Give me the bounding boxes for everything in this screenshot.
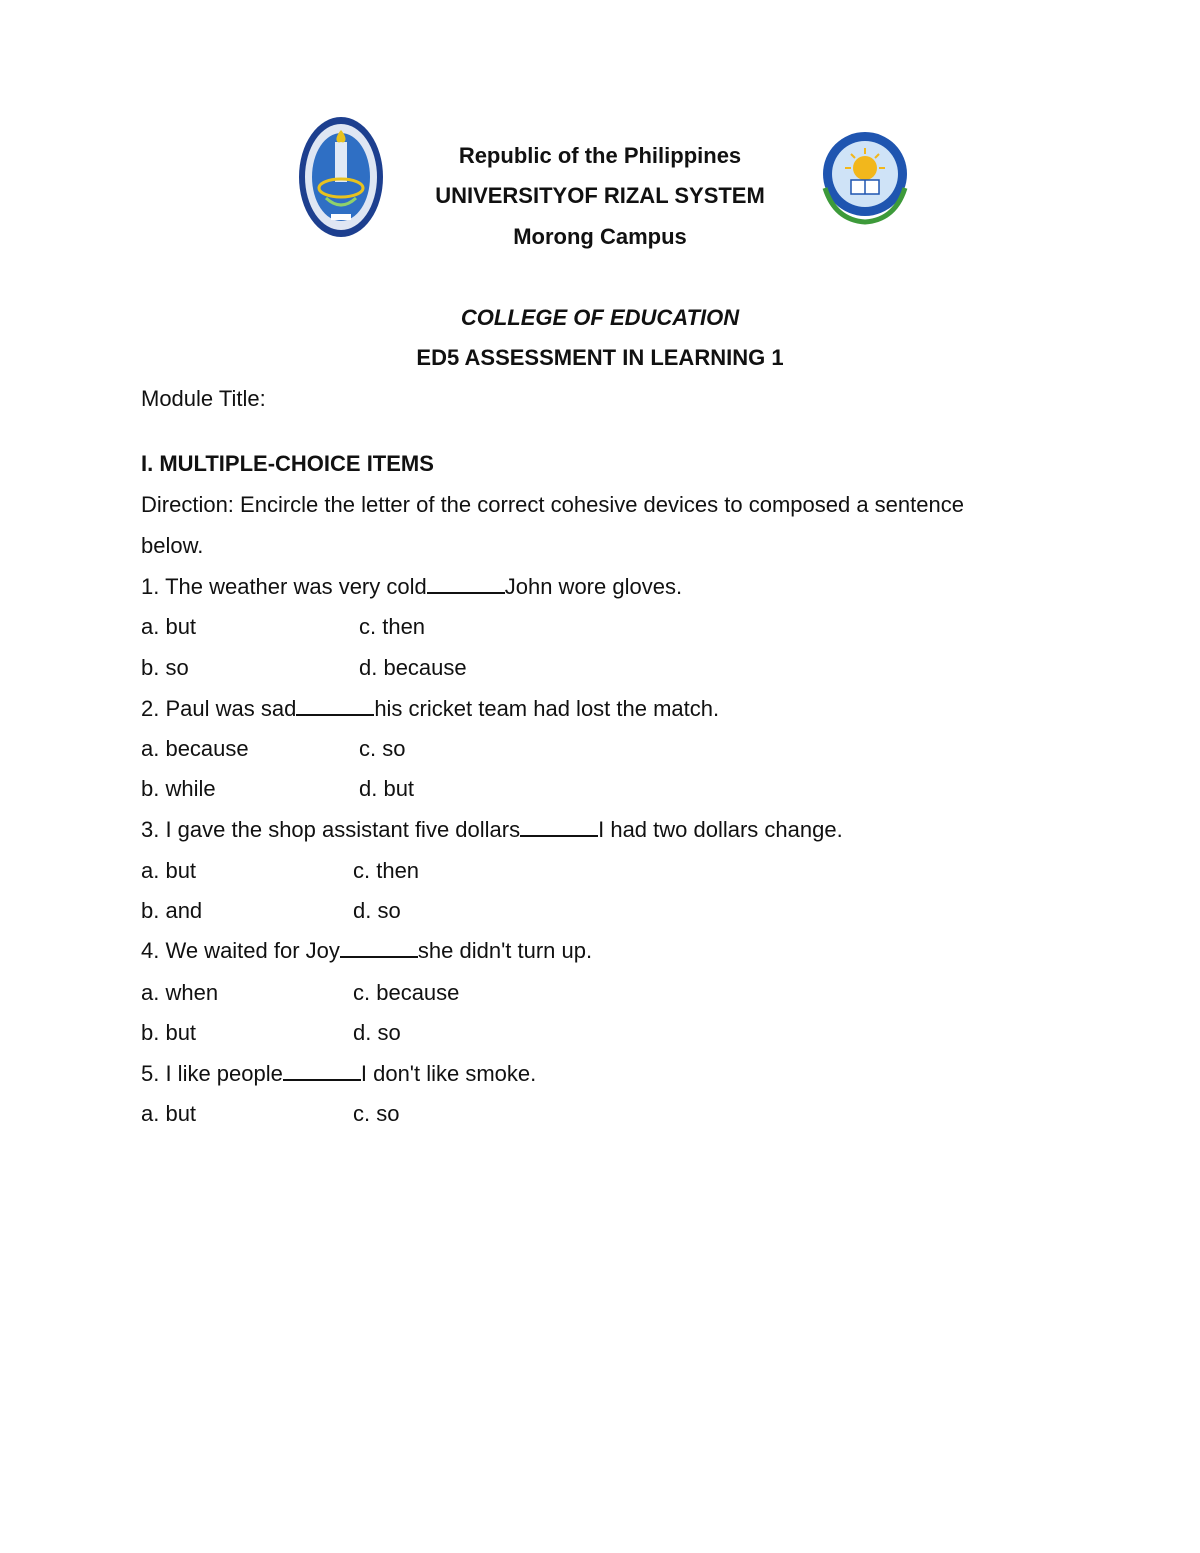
university-seal-logo bbox=[298, 116, 384, 238]
header-campus: Morong Campus bbox=[513, 224, 687, 249]
question-3 bbox=[141, 817, 843, 843]
header-republic: Republic of the Philippines bbox=[458, 143, 742, 168]
answer-blank bbox=[283, 1061, 361, 1081]
question-5-choice-a: a. but bbox=[141, 1101, 197, 1126]
answer-blank bbox=[340, 938, 418, 958]
question-2-choice-a: a. because bbox=[141, 736, 249, 761]
question-4-choice-d: d. so bbox=[353, 1020, 401, 1045]
question-3-choice-d: d. so bbox=[353, 898, 401, 923]
question-3-choice-a: a. but bbox=[141, 858, 197, 883]
question-4-choice-a: a. when bbox=[141, 980, 219, 1005]
answer-blank bbox=[296, 696, 374, 716]
question-5 bbox=[141, 1061, 536, 1087]
question-2-choice-d: d. but bbox=[359, 776, 415, 801]
header-course-title: ED5 ASSESSMENT IN LEARNING 1 bbox=[416, 345, 784, 370]
header-university: UNIVERSITYOF RIZAL SYSTEM bbox=[435, 183, 765, 208]
question-1-choice-c: c. then bbox=[359, 614, 426, 639]
module-title-label: Module Title: bbox=[141, 386, 266, 411]
question-4-stem-start: 4. We waited for Joy bbox=[141, 938, 340, 963]
question-2-choice-b: b. while bbox=[141, 776, 216, 801]
question-4 bbox=[141, 938, 592, 964]
direction-text-line-1: Direction: Encircle the letter of the correct cohesive devices to composed a sentence bbox=[141, 492, 964, 517]
header-college: COLLEGE OF EDUCATION bbox=[460, 305, 740, 330]
direction-text-line-2: below. bbox=[141, 533, 204, 558]
question-4-choice-b: b. but bbox=[141, 1020, 197, 1045]
question-2-stem-start: 2. Paul was sad bbox=[141, 696, 297, 721]
question-3-choice-c: c. then bbox=[353, 858, 420, 883]
question-1-stem-start: 1. The weather was very cold bbox=[141, 574, 427, 599]
question-4-choice-c: c. because bbox=[353, 980, 460, 1005]
question-3-stem-end: I had two dollars change. bbox=[598, 817, 843, 842]
question-3-stem-start: 3. I gave the shop assistant five dollars bbox=[141, 817, 521, 842]
question-5-choice-c: c. so bbox=[353, 1101, 400, 1126]
section-title: I. MULTIPLE-CHOICE ITEMS bbox=[141, 451, 434, 476]
question-3-choice-b: b. and bbox=[141, 898, 203, 923]
question-2-choice-c: c. so bbox=[359, 736, 406, 761]
question-4-stem-end: she didn't turn up. bbox=[417, 938, 593, 963]
question-1-stem-end: John wore gloves. bbox=[504, 574, 683, 599]
answer-blank bbox=[427, 574, 505, 594]
answer-blank bbox=[520, 817, 598, 837]
question-1-choice-d: d. because bbox=[359, 655, 467, 680]
question-5-stem-end: I don't like smoke. bbox=[360, 1061, 537, 1086]
question-1-choice-b: b. so bbox=[141, 655, 189, 680]
question-2 bbox=[141, 696, 719, 722]
question-1 bbox=[141, 574, 682, 600]
question-5-stem-start: 5. I like people bbox=[141, 1061, 283, 1086]
question-2-stem-end: his cricket team had lost the match. bbox=[374, 696, 720, 721]
question-1-choice-a: a. but bbox=[141, 614, 197, 639]
